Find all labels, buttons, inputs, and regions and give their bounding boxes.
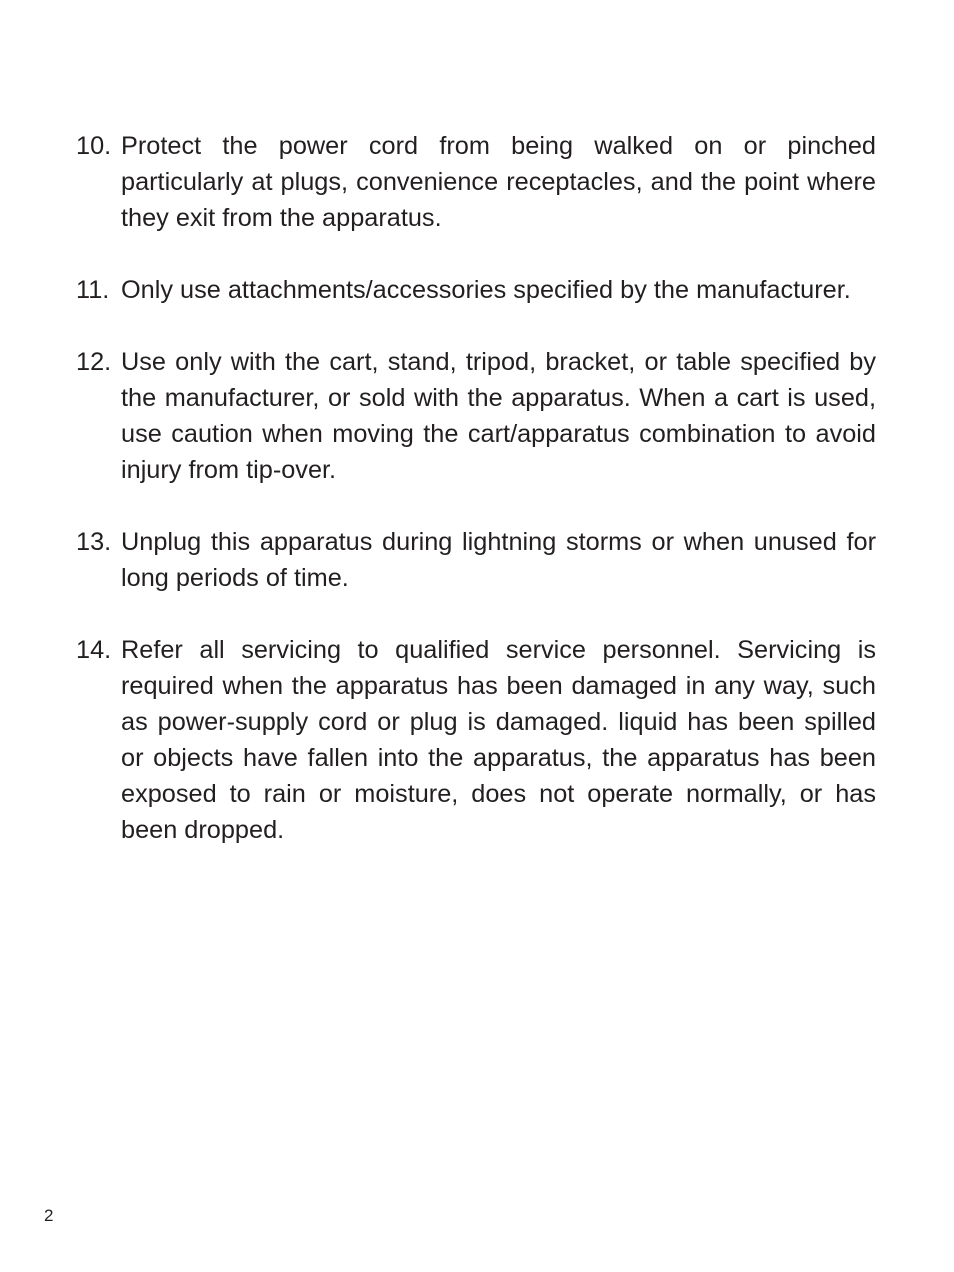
list-item: [76, 524, 876, 596]
item-number: 10.: [76, 132, 112, 160]
safety-instructions-list: [76, 128, 876, 884]
item-text: Use only with the cart, stand, tripod, bracket, or table specified by the manufacturer, or sold with the apparatus. When a cart is used, use caution when moving the cart/apparatus combination to avoid injury from tip-over.: [121, 348, 876, 484]
list-item: [76, 128, 876, 236]
item-number: 12.: [76, 348, 112, 376]
list-item: [76, 632, 876, 848]
item-text: Unplug this apparatus during lightning storms or when unused for long periods of time.: [121, 528, 876, 592]
item-number: 13.: [76, 528, 112, 556]
item-number: 14.: [76, 636, 112, 664]
page-number: 2: [44, 1206, 54, 1225]
item-text: Protect the power cord from being walked on or pinched particularly at plugs, convenience receptacles, and the point where they exit from the apparatus.: [121, 132, 876, 232]
item-text: Only use attachments/accessories specified by the manufacturer.: [121, 276, 851, 304]
item-number: 11.: [76, 276, 110, 304]
list-item: [76, 272, 876, 308]
item-text: Refer all servicing to qualified service personnel. Servicing is required when the apparatus has been damaged in any way, such as power-supply cord or plug is damaged. liquid has been spilled or objects have fallen into the apparatus, the apparatus has been exposed to rain or moisture, does not operate normally, or has been dropped.: [121, 636, 876, 844]
list-item: [76, 344, 876, 488]
